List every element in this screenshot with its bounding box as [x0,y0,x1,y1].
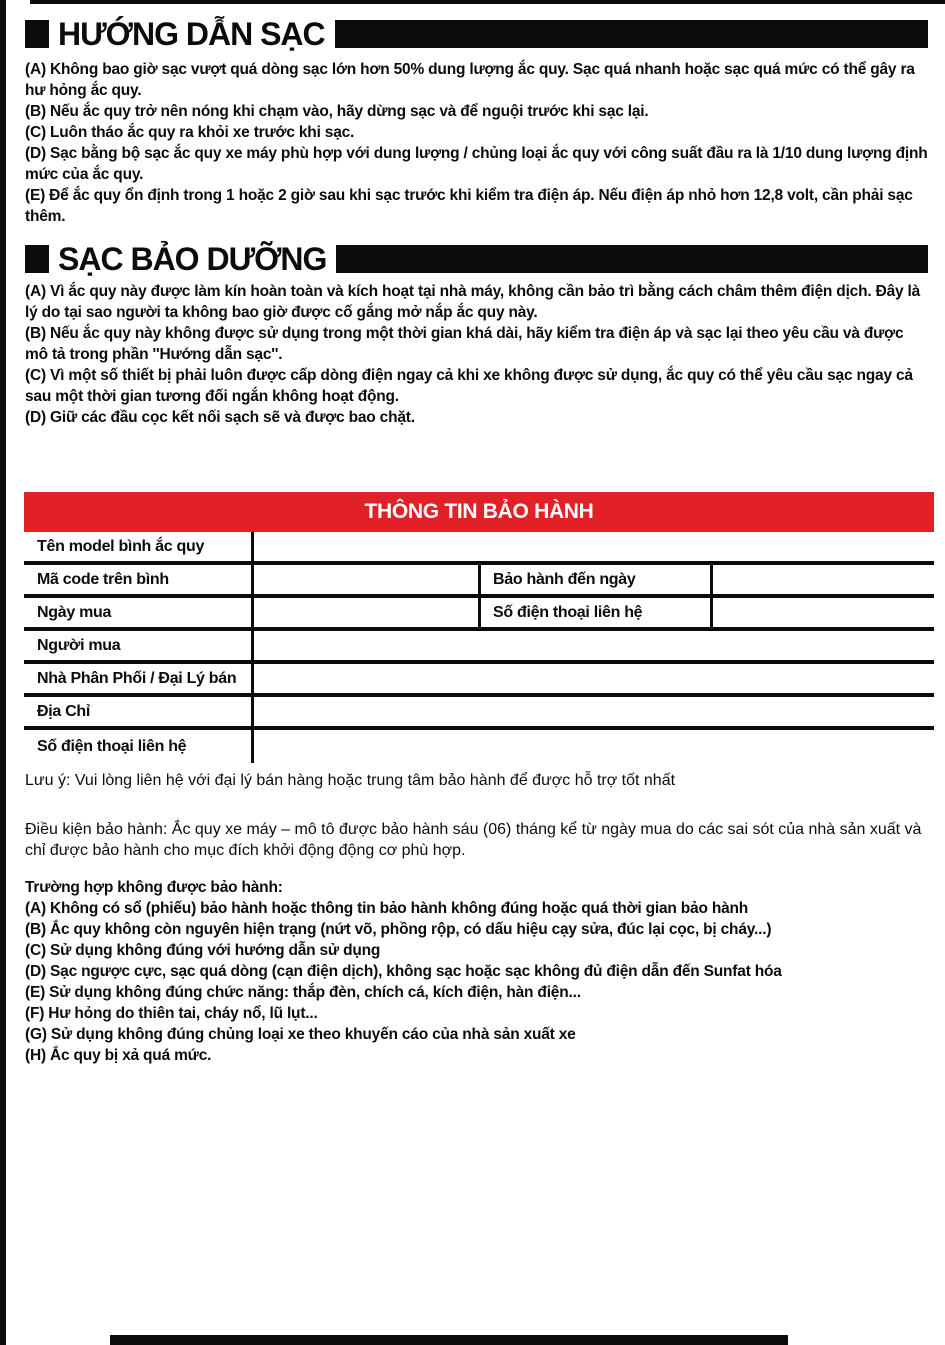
exclusion-item-a: (A) Không có sổ (phiếu) bảo hành hoặc thông tin bảo hành không đúng hoặc quá thời gian bảo hành [25,900,749,917]
section-body-charging [25,59,930,227]
row-label-2: Số điện thoại liên hệ [481,598,713,627]
section-title-charging: HƯỚNG DẪN SẠC [58,16,325,52]
instruction-paragraph-a: (A) Không bao giờ sạc vượt quá dòng sạc lớn hơn 50% dung lượng ắc quy. Sạc quá nhanh hoặc sạc quá mức có thể gây ra hư hỏng ắc quy. [25,61,915,99]
scan-bottom-edge-bar [110,1335,788,1345]
black-square-bullet-icon [25,245,49,273]
notes-block [25,770,930,861]
maintenance-paragraph-a: (A) Vì ắc quy này được làm kín hoàn toàn và kích hoạt tại nhà máy, không cần bảo trì bằng cách châm thêm điện dịch. Đây là lý do tại sao người ta không bao giờ được cố gắng mở nắp ắc quy này. [25,283,921,321]
header-rule-bar [336,245,928,273]
row-label: Ngày mua [24,598,254,627]
support-note: Lưu ý: Vui lòng liên hệ với đại lý bán hàng hoặc trung tâm bảo hành để được hỗ trợ tốt nhất [25,772,676,789]
instruction-paragraph-e: (E) Để ắc quy ổn định trong 1 hoặc 2 giờ sau khi sạc trước khi kiểm tra điện áp. Nếu điện áp nhỏ hơn 12,8 volt, cần phải sạc thêm. [25,187,913,225]
row-label-2: Bảo hành đến ngày [481,565,713,594]
exclusion-item-b: (B) Ắc quy không còn nguyên hiện trạng (nứt võ, phồng rộp, có dấu hiệu cạy sửa, đúc lại cọc, bị cháy...) [25,921,772,938]
warranty-exclusions-block [25,877,930,1066]
table-row-address [24,697,934,730]
exclusion-item-h: (H) Ắc quy bị xả quá mức. [25,1047,212,1064]
section-header-charging [25,16,930,52]
instruction-paragraph-b: (B) Nếu ắc quy trở nên nóng khi chạm vào, hãy dừng sạc và để nguội trước khi sạc lại. [25,103,649,120]
black-square-bullet-icon [25,20,49,48]
maintenance-paragraph-b: (B) Nếu ắc quy này không được sử dụng trong một thời gian khá dài, hãy kiểm tra điện áp và sạc lại theo yêu cầu và được mô tả trong phần ''Hướng dẫn sạc''. [25,325,904,363]
maintenance-paragraph-d: (D) Giữ các đầu cọc kết nối sạch sẽ và được bao chặt. [25,409,415,426]
section-body-maintenance [25,281,930,428]
section-charging-instructions [25,16,930,227]
maintenance-paragraph-c: (C) Vì một số thiết bị phải luôn được cấp dòng điện ngay cả khi xe không được sử dụng, ắc quy có thể yêu cầu sạc ngay cả sau một thời gian tương đối ngắn không hoạt động. [25,367,913,405]
row-label: Tên model bình ắc quy [24,532,254,561]
section-title-maintenance: SẠC BẢO DƯỠNG [58,241,327,277]
section-maintenance-charging [25,241,930,428]
table-row-purchase-date [24,598,934,631]
warranty-table [24,492,934,763]
warranty-conditions-note: Điều kiện bảo hành: Ắc quy xe máy – mô tô được bảo hành sáu (06) tháng kể từ ngày mua do các sai sót của nhà sản xuất và chỉ được bảo hành cho mục đích khởi động động cơ phù hợp. [25,821,922,859]
row-value-cell [254,631,934,660]
warranty-table-title: THÔNG TIN BẢO HÀNH [24,492,934,532]
row-value-cell [254,730,934,763]
row-value-cell [254,697,934,726]
row-value-cell-2 [713,598,929,627]
header-rule-bar [335,20,928,48]
scan-left-edge-bar [0,0,6,1345]
row-value-cell [254,664,934,693]
scan-top-edge-line [30,0,945,4]
instruction-paragraph-d: (D) Sạc bằng bộ sạc ắc quy xe máy phù hợp với dung lượng / chủng loại ắc quy với công suất đầu ra là 1/10 dung lượng định mức của ắc quy. [25,145,928,183]
row-value-cell [254,598,481,627]
exclusion-item-g: (G) Sử dụng không đúng chủng loại xe theo khuyến cáo của nhà sản xuất xe [25,1026,576,1043]
table-row-model [24,532,934,565]
row-label: Địa Chỉ [24,697,254,726]
row-value-cell-2 [713,565,929,594]
table-row-phone [24,730,934,763]
table-row-buyer [24,631,934,664]
row-label: Số điện thoại liên hệ [24,730,254,763]
exclusion-item-d: (D) Sạc ngược cực, sạc quá dòng (cạn điện dịch), không sạc hoặc sạc không đủ điện dẫn đến Sunfat hóa [25,963,782,980]
table-row-distributor [24,664,934,697]
exclusion-item-e: (E) Sử dụng không đúng chức năng: thắp đèn, chích cá, kích điện, hàn điện... [25,984,581,1001]
section-header-maintenance [25,241,930,277]
exclusion-item-f: (F) Hư hỏng do thiên tai, cháy nổ, lũ lụt... [25,1005,318,1022]
instruction-paragraph-c: (C) Luôn tháo ắc quy ra khỏi xe trước khi sạc. [25,124,355,141]
row-value-cell [254,532,934,561]
exclusion-item-c: (C) Sử dụng không đúng với hướng dẫn sử dụng [25,942,381,959]
row-label: Người mua [24,631,254,660]
row-value-cell [254,565,481,594]
row-label: Mã code trên bình [24,565,254,594]
table-row-code [24,565,934,598]
exclusions-heading: Trường hợp không được bảo hành: [25,879,283,896]
row-label: Nhà Phân Phối / Đại Lý bán [24,664,254,693]
